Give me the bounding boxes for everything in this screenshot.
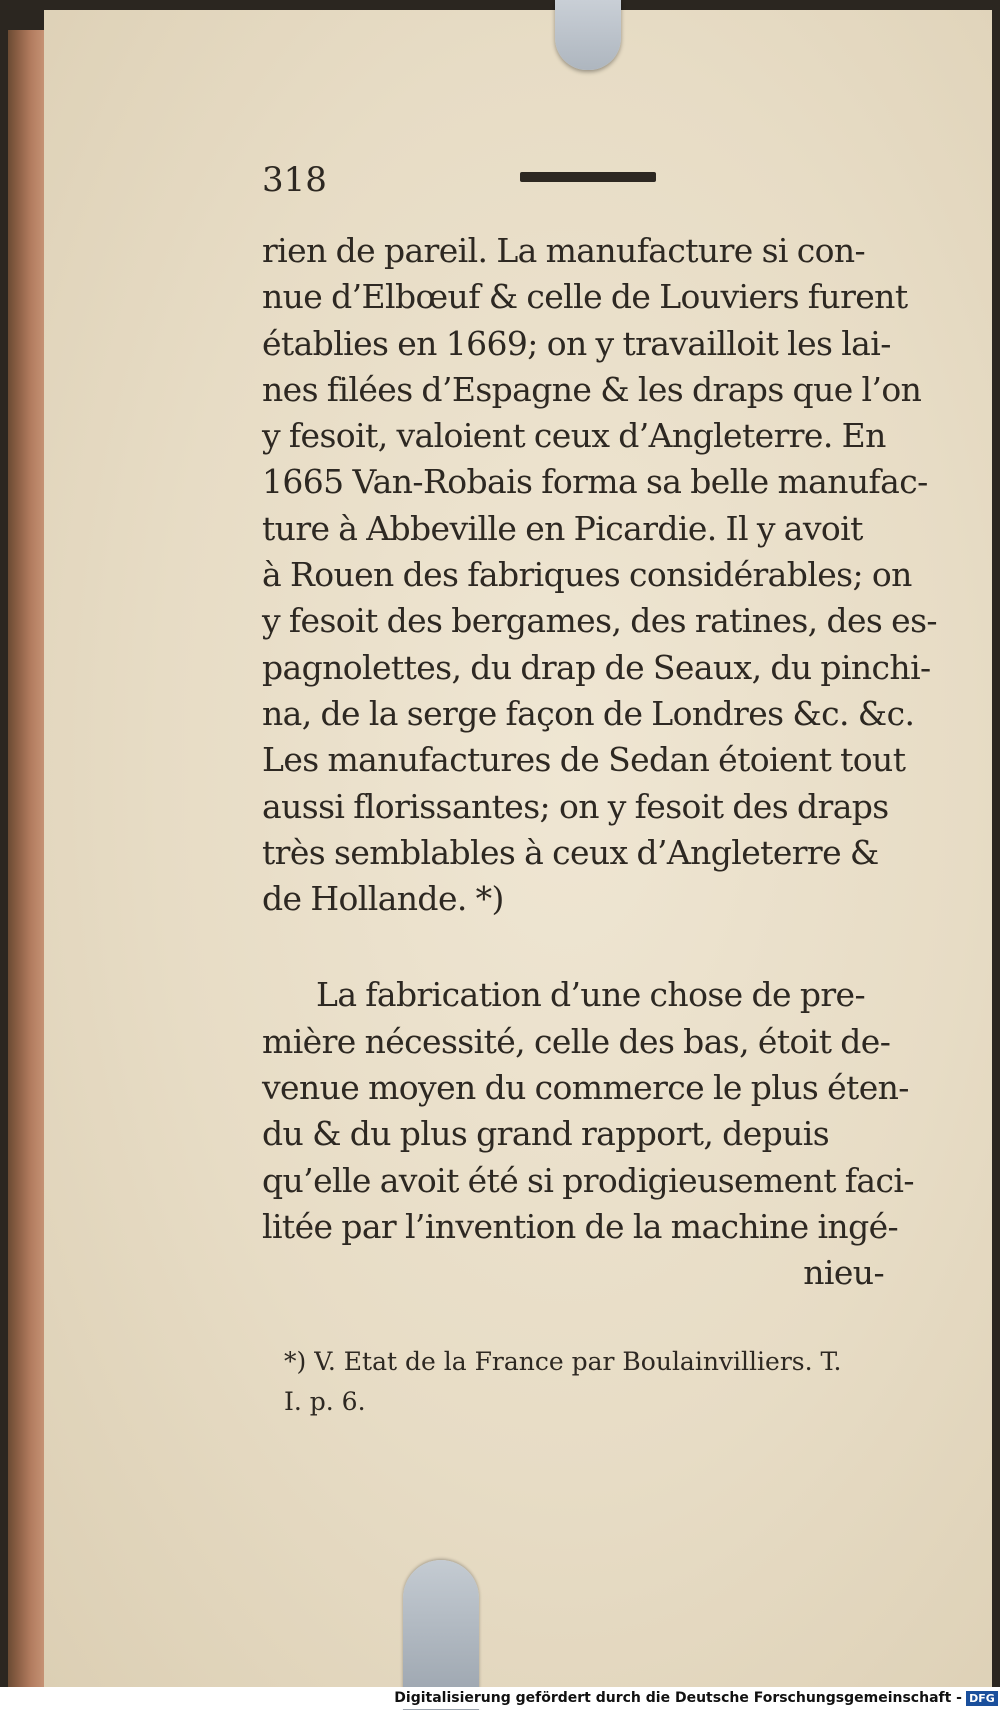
text-line: à Rouen des fabriques considérables; on: [262, 555, 912, 595]
catchword: nieu-: [803, 1253, 884, 1293]
text-line: litée par l’invention de la machine ingé-: [262, 1206, 899, 1246]
book-page-edge: [8, 30, 46, 1690]
footnote: [284, 1342, 884, 1422]
text-line: Les manufactures de Sedan étoient tout: [262, 740, 906, 780]
footnote-line: I. p. 6.: [284, 1387, 366, 1416]
text-line: très semblables à ceux d’Angleterre &: [262, 832, 879, 872]
dfg-logo: DFG: [966, 1691, 998, 1706]
header-rule: [520, 172, 656, 182]
text-line: pagnolettes, du drap de Seaux, du pinchi-: [262, 647, 931, 687]
text-line: 1665 Van-Robais forma sa belle manufac-: [262, 462, 928, 502]
text-line: mière nécessité, celle des bas, étoit de-: [262, 1021, 891, 1061]
text-line: y fesoit, valoient ceux d’Angleterre. En: [262, 416, 886, 456]
text-line: établies en 1669; on y travailloit les lai-: [262, 323, 891, 363]
text-line: nue d’Elbœuf & celle de Louviers furent: [262, 277, 908, 317]
text-line: du & du plus grand rapport, depuis: [262, 1114, 830, 1154]
text-line: ture à Abbeville en Picardie. Il y avoit: [262, 508, 863, 548]
paragraph-gap: [262, 922, 892, 972]
page-number: 318: [262, 160, 327, 200]
text-line: na, de la serge façon de Londres &c. &c.: [262, 693, 915, 733]
text-line: La fabrication d’une chose de pre-: [316, 975, 866, 1015]
text-line: y fesoit des bergames, des ratines, des es-: [262, 601, 937, 641]
credit-bar: [0, 1687, 1000, 1709]
text-line: rien de pareil. La manufacture si con-: [262, 231, 866, 270]
text-line: nes filées d’Espagne & les draps que l’on: [262, 369, 922, 409]
text-line: aussi florissantes; on y fesoit des draps: [262, 786, 889, 826]
text-line: de Hollande. *): [262, 879, 504, 919]
text-line: qu’elle avoit été si prodigieusement faci-: [262, 1160, 914, 1200]
body-text: [262, 228, 937, 1297]
funding-credit: Digitalisierung gefördert durch die Deutsche Forschungsgemeinschaft -: [394, 1690, 962, 1706]
footnote-line: *) V. Etat de la France par Boulainvilliers. T.: [284, 1347, 842, 1376]
text-line: venue moyen du commerce le plus éten-: [262, 1068, 909, 1108]
top-page-clip: [555, 0, 621, 70]
